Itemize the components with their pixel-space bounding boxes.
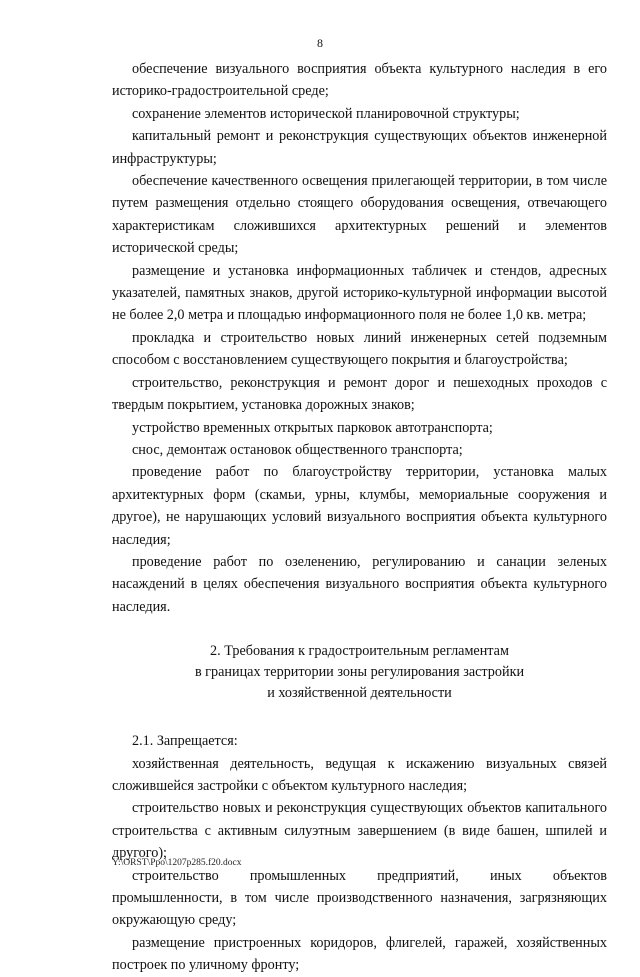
section-heading-line: в границах территории зоны регулирования застройки (194, 664, 525, 681)
section-heading (112, 641, 607, 704)
list-item: строительство промышленных предприятий, иных объектов промышленности, в том числе производственного назначения, загрязняющих окружающую среду; (112, 867, 607, 929)
section-heading-line: и хозяйственной деятельности (267, 685, 452, 702)
list-item: строительство, реконструкция и ремонт дорог и пешеходных проходов с твердым покрытием, установка дорожных знаков; (112, 374, 607, 414)
list-item: строительство новых и реконструкция существующих объектов капитального строительства с активным силуэтным завершением (в виде башен, шпилей и другого); (112, 800, 607, 862)
section-heading-line: 2. Требования к градостроительным регламентам (210, 643, 509, 660)
footer-file-path: Y:\ORST\Ppo\1207p285.f20.docx (112, 858, 242, 868)
list-item: проведение работ по благоустройству территории, установка малых архитектурных форм (скамьи, урны, клумбы, мемориальные сооружения и другое), не нарушающих условий визуального восприятия объекта культурного наследия; (112, 464, 607, 548)
list-item: сохранение элементов исторической планировочной структуры; (132, 105, 520, 122)
list-item: снос, демонтаж остановок общественного транспорта; (132, 441, 463, 458)
list-item: проведение работ по озеленению, регулированию и санации зеленых насаждений в целях обеспечения визуального восприятия объекта культурного наследия. (112, 553, 607, 615)
list-item: обеспечение визуального восприятия объекта культурного наследия в его историко-градостроительной среде; (112, 61, 607, 100)
list-item: размещение пристроенных коридоров, флигелей, гаражей, хозяйственных построек по уличному фронту; (112, 934, 607, 974)
list-item: прокладка и строительство новых линий инженерных сетей подземным способом с восстановлением существующего покрытия и благоустройства; (112, 329, 607, 369)
subsection-heading: 2.1. Запрещается: (132, 733, 238, 750)
list-item: обеспечение качественного освещения прилегающей территории, в том числе путем размещения отдельно стоящего оборудования освещения, отвечающего характеристикам сложившихся архитектурных решений и элементов исторической среды; (112, 173, 607, 257)
document-body (112, 58, 607, 977)
list-item: устройство временных открытых парковок автотранспорта; (132, 419, 493, 436)
list-item: хозяйственная деятельность, ведущая к искажению визуальных связей сложившейся застройки с объектом культурного наследия; (112, 755, 607, 794)
list-item: размещение и установка информационных табличек и стендов, адресных указателей, памятных знаков, другой историко-культурной информации высотой не более 2,0 метра и площадью информационного поля не более 1,0 кв. метра; (112, 262, 607, 324)
page-number: 8 (317, 36, 323, 50)
list-item: капитальный ремонт и реконструкция существующих объектов инженерной инфраструктуры; (112, 128, 607, 167)
